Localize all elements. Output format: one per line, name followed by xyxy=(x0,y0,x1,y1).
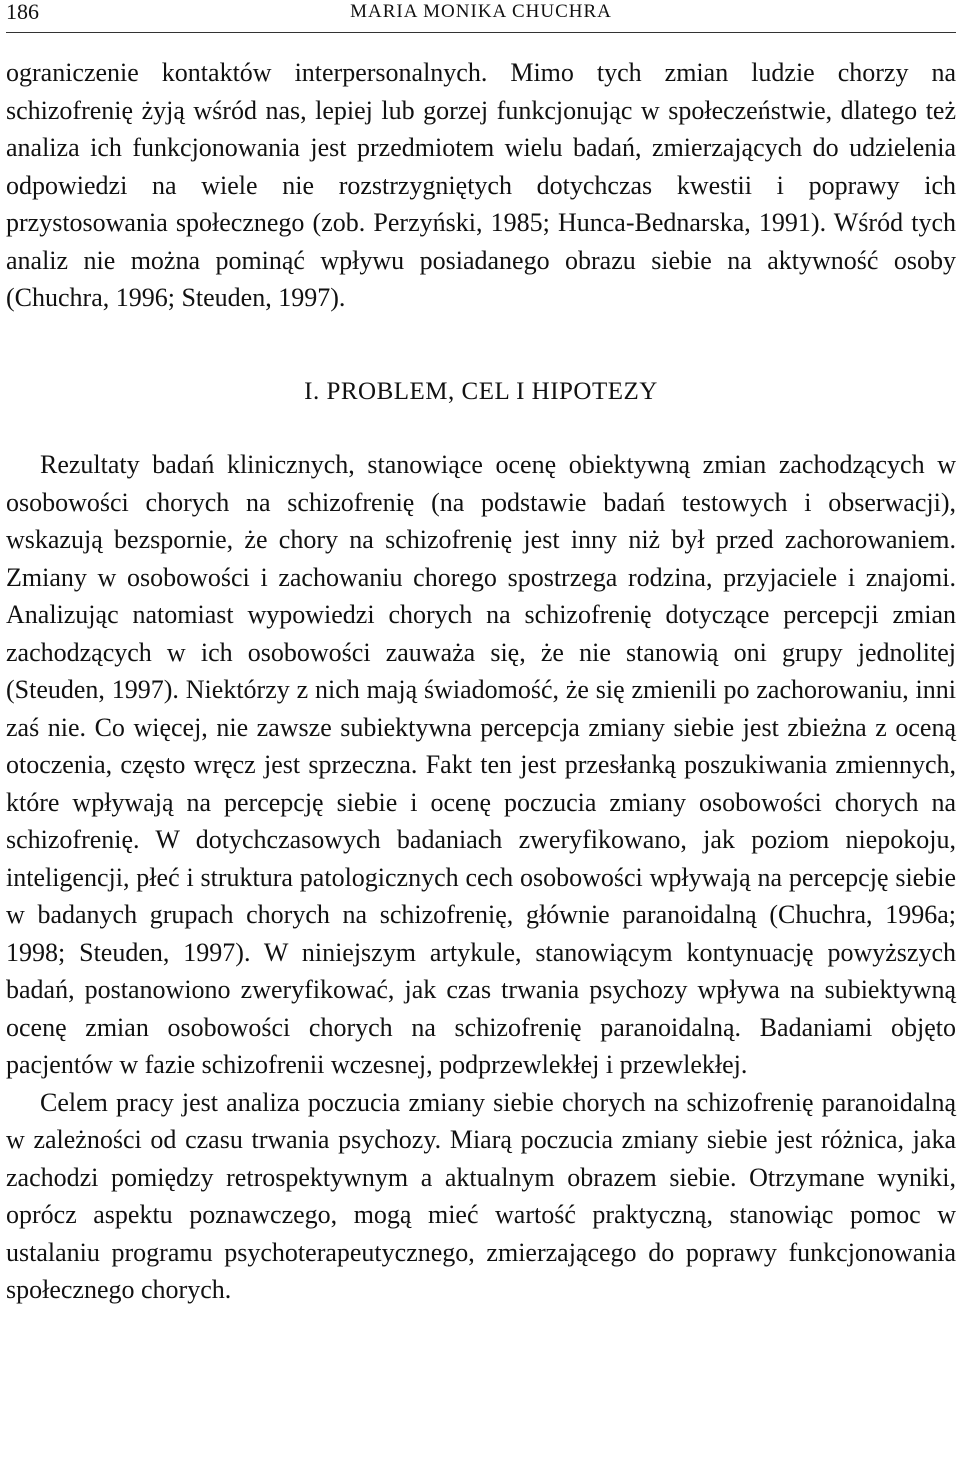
header-rule xyxy=(6,32,956,33)
running-author: MARIA MONIKA CHUCHRA xyxy=(350,1,612,22)
section-paragraph-1: Rezultaty badań klinicznych, stanowiące ocenę obiektywną zmian zachodzących w osobowości chorych na schizofrenię (na podstawie badań testowych i obserwacji), wskazują bezspornie, że chory na schizofrenię jest inny niż był przed zachorowaniem. Zmiany w osobowości i zachowaniu chorego spostrzega rodzina, przyjaciele i znajomi. Analizując natomiast wypowiedzi chorych na schizofrenię dotyczące percepcji zmian zachodzących w ich osobowości zauważa się, że nie stanowią oni grupy jednolitej (Steuden, 1997). Niektórzy z nich mają świadomość, że się zmienili po zachorowaniu, inni zaś nie. Co więcej, nie zawsze subiektywna percepcja zmiany siebie jest zbieżna z oceną otoczenia, często wręcz jest sprzeczna. Fakt ten jest przesłanką poszukiwania zmiennych, które wpływają na percepcję siebie i ocenę poczucia zmiany osobowości chorych na schizofrenię. W dotychczasowych badaniach zweryfikowano, jak poziom niepokoju, inteligencji, płeć i struktura patologicznych cech osobowości wpływają na percepcję siebie w badanych grupach chorych na schizofrenię, głównie paranoidalną (Chuchra, 1996a; 1998; Steuden, 1997). W niniejszym artykule, stanowiącym kontynuację powyższych badań, postanowiono zweryfikować, jak czas trwania psychozy wpływa na subiektywną ocenę zmian osobowości chorych na schizofrenię paranoidalną. Badaniami objęto pacjentów w fazie schizofrenii wczesnej, podprzewlekłej i przewlekłej. xyxy=(6,450,956,1079)
intro-paragraph: ograniczenie kontaktów interpersonalnych. Mimo tych zmian ludzie chorzy na schizofrenię żyją wśród nas, lepiej lub gorzej funkcjonując w społeczeństwie, dlatego też analiza ich funkcjonowania jest przedmiotem wielu badań, zmierzających do udzielenia odpowiedzi na wiele nie rozstrzygniętych dotychczas kwestii i poprawy ich przystosowania społecznego (zob. Perzyński, 1985; Hunca-Bednarska, 1991). Wśród tych analiz nie można pominąć wpływu posiadanego obrazu siebie na aktywność osoby (Chuchra, 1996; Steuden, 1997). xyxy=(6,58,956,312)
body-text xyxy=(6,54,956,1309)
section-paragraph-2: Celem pracy jest analiza poczucia zmiany siebie chorych na schizofrenię paranoidalną w zależności od czasu trwania psychozy. Miarą poczucia zmiany siebie jest różnica, jaka zachodzi pomiędzy retrospektywnym a aktualnym obrazem siebie. Otrzymane wyniki, oprócz aspektu poznawczego, mogą mieć wartość praktyczną, stanowiąc pomoc w ustalaniu programu psychoterapeutycznego, zmierzającego do poprawy funkcjonowania społecznego chorych. xyxy=(6,1087,956,1304)
page-number: 186 xyxy=(6,0,39,24)
running-header xyxy=(6,0,956,24)
section-heading: I. PROBLEM, CEL I HIPOTEZY xyxy=(304,377,658,405)
